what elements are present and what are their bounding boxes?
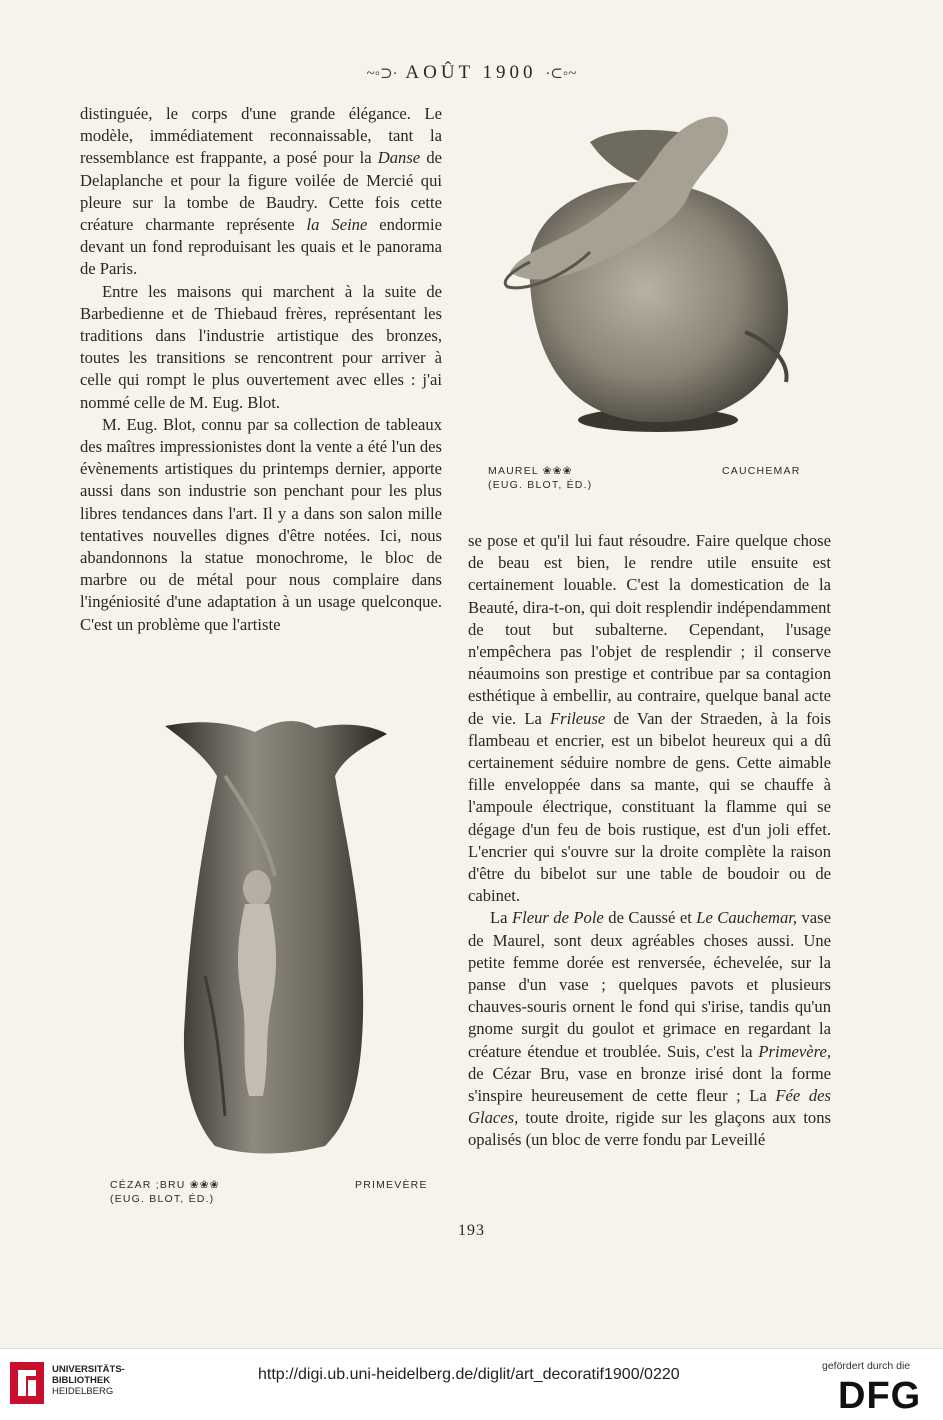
caption-artist: CÉZAR ;BRU ❀❀❀	[110, 1179, 220, 1191]
paragraph: se pose et qu'il lui faut résoudre. Faire quelque chose de beau est bien, le rendre utile ensuite est certainement louable. C'est la domestication de la Beauté, dira-t-on, qui doit resplendir indépendamment de tout but subalterne. Cependant, l'usage n'empêchera pas l'objet de resplendir ; il conserve néaumoins son prestige et contribue par sa contagion esthétique à embellir, au contraire, quelque banal acte de vie. La Frileuse de Van der Straeden, à la fois flambeau et encrier, est un bibelot heureux qui a dû certainement séduire nombre de gens. Cette aimable fille enveloppée dans sa mante, qui se chauffe à l'ampoule électrique, constituant la flamme qui se dégage d'un feu de bois rustique, est d'un joli effet. L'encrier qui s'ouvre sur la droite complète la raison d'être du bibelot sur une table de boudoir ou de cabinet.	[468, 531, 831, 906]
caption-title: PRIMEVÈRE	[355, 1179, 428, 1191]
university-library-name: UNIVERSITÄTS- BIBLIOTHEK HEIDELBERG	[52, 1364, 125, 1397]
university-library-logo-icon	[10, 1362, 44, 1404]
paragraph: distinguée, le corps d'une grande élégance. Le modèle, immédiatement reconnaissable, tant la ressemblance est frappante, a posé pour la Danse de Delaplanche et pour la figure voilée de Mercié qui pleure sur la tombe de Baudry. Cette fois cette créature charmante représente la Seine endormie devant un fond reproduisant les quais et le panorama de Paris.	[80, 104, 442, 279]
header-ornament-left: ~◦⊃·	[366, 66, 398, 82]
left-text-column	[80, 103, 442, 636]
caption-editor: (EUG. BLOT, ÉD.)	[110, 1193, 215, 1205]
sponsor-caption: gefördert durch die	[822, 1360, 911, 1372]
paragraph: La Fleur de Pole de Caussé et Le Cauchemar, vase de Maurel, sont deux agréables choses aussi. Une petite femme dorée est renversée, échevelée, sur la panse d'un vase ; quelques pavots et plusieurs chauves-souris ornent le fond qui s'irise, tandis qu'un gnome surgit du goulot et grimace en regardant la créature étendue et troublée. Suis, c'est la Primevère, de Cézar Bru, vase en bronze irisé dont la forme s'inspire heureusement de cette fleur ; La Fée des Glaces, toute droite, rigide sur les glaçons aux tons opalisés (un bloc de verre fondu par Leveillé	[468, 908, 831, 1150]
right-text-column	[468, 530, 831, 1152]
figure-caption-bottom	[110, 1178, 220, 1206]
header-ornament-right: ·⊂◦~	[545, 66, 577, 82]
source-url-link[interactable]: http://digi.ub.uni-heidelberg.de/diglit/art_decoratif1900/0220	[258, 1366, 680, 1383]
cauchemar-vase-photo	[490, 112, 802, 442]
caption-title: CAUCHEMAR	[722, 465, 801, 477]
paragraph: Entre les maisons qui marchent à la suite de Barbedienne et de Thiebaud frères, représentant les traditions dans l'industrie artistique des bronzes, toutes les transitions se rencontrent pour arriver à celle qui rompt le plus ouvertement avec elles : j'ai nommé celle de M. Eug. Blot.	[80, 281, 442, 412]
dfg-logo: DFG	[838, 1375, 922, 1417]
caption-artist: MAUREL ❀❀❀	[488, 465, 573, 477]
primevere-vase-photo	[165, 716, 387, 1156]
page-number: 193	[458, 1222, 485, 1239]
figure-caption-top	[488, 464, 592, 492]
running-header	[0, 62, 943, 84]
header-title: AOÛT 1900	[405, 62, 537, 83]
footer-bar	[0, 1348, 943, 1420]
paragraph: M. Eug. Blot, connu par sa collection de tableaux des maîtres impressionistes dont la vente a été l'un des évènements artistiques du printemps dernier, apporte aussi dans son industrie son penchant pour les plus libres tendances dans l'art. Il y a dans son salon mille tentatives nouvelles dignes d'être notées. Ici, nous abandonnons la statue monochrome, le bloc de marbre ou de métal pour nous complaire dans l'ingéniosité d'une adaptation à un usage quelconque. C'est un problème que l'artiste	[80, 414, 442, 634]
caption-editor: (EUG. BLOT, ÉD.)	[488, 479, 593, 491]
